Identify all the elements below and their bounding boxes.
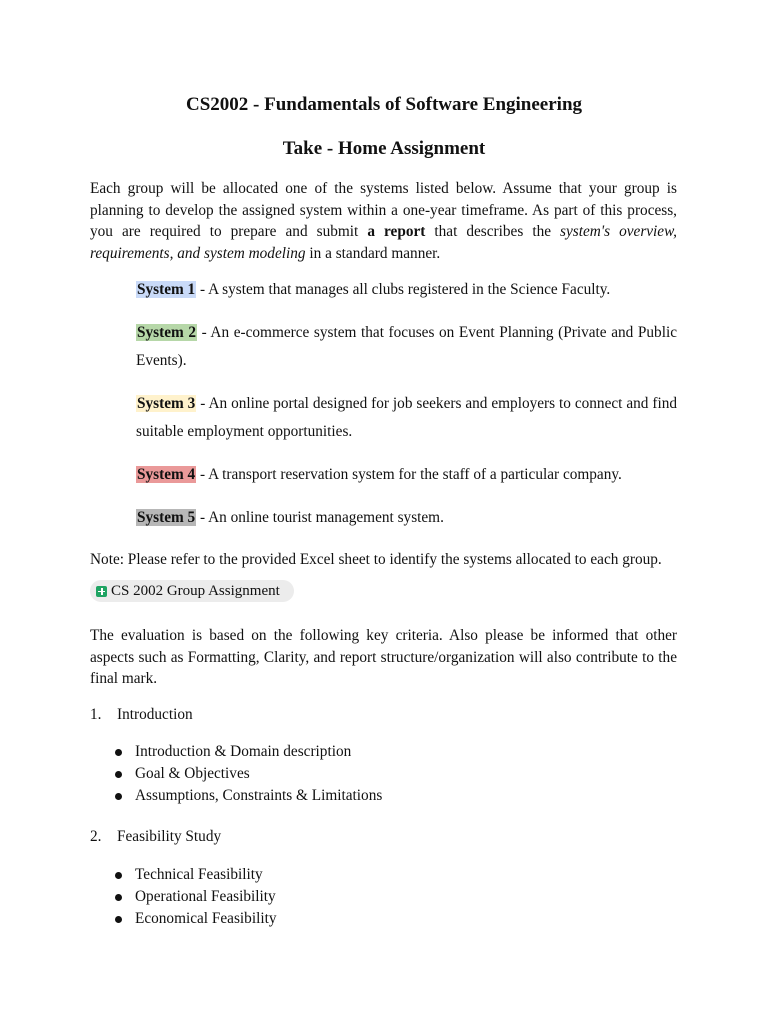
introduction-bullet-list [113, 741, 382, 807]
system-label: System 4 [137, 466, 196, 483]
note-text: Note: Please refer to the provided Excel sheet to identify the systems allocated to each group. [90, 551, 662, 568]
system-description: - A transport reservation system for the staff of a particular company. [196, 466, 622, 483]
group-assignment-link-chip[interactable] [90, 580, 294, 602]
system-description: - An online portal designed for job seekers and employers to connect and find suitable employment opportunities. [136, 395, 678, 440]
system-item-2 [136, 319, 677, 375]
system-description: - An e-commerce system that focuses on Event Planning (Private and Public Events). [136, 324, 677, 369]
list-item: Economical Feasibility [113, 908, 276, 930]
google-sheets-icon [96, 586, 107, 597]
intro-paragraph: Each group will be allocated one of the systems listed below. Assume that your group is planning to develop the assigned system within a one-year timeframe. As part of this process, you are required to prepare and submit a report that describes the system's overview, requirements, and system modeling in a standard manner. [90, 180, 677, 262]
system-label: System 1 [137, 281, 196, 298]
list-item: Assumptions, Constraints & Limitations [113, 785, 382, 807]
feasibility-bullet-list [113, 864, 276, 930]
document-subtitle: Take - Home Assignment [282, 138, 486, 159]
system-item-1 [136, 276, 677, 304]
list-item: Goal & Objectives [113, 763, 382, 785]
list-item: Technical Feasibility [113, 864, 276, 886]
link-chip-label[interactable]: CS 2002 Group Assignment [111, 583, 280, 599]
intro-italic-text: system's overview, requirements, and system modeling [90, 223, 677, 262]
list-item: Operational Feasibility [113, 886, 276, 908]
list-item: Introduction & Domain description [113, 741, 382, 763]
system-item-4 [136, 461, 677, 489]
section-number: 1. [90, 706, 102, 723]
system-description: - An online tourist management system. [196, 509, 444, 526]
section-heading-feasibility [90, 828, 221, 846]
document-title: CS2002 - Fundamentals of Software Engineering [185, 94, 583, 115]
system-item-3 [136, 390, 677, 446]
system-label: System 3 [137, 395, 196, 412]
section-title: Feasibility Study [117, 828, 222, 845]
system-item-5 [136, 504, 677, 532]
section-title: Introduction [117, 706, 193, 723]
section-number: 2. [90, 828, 102, 845]
intro-bold-text: a report [367, 223, 426, 240]
system-label: System 2 [137, 324, 196, 341]
evaluation-paragraph: The evaluation is based on the following key criteria. Also please be informed that other aspects such as Formatting, Clarity, and report structure/organization will also contribute to the final mark. [90, 627, 677, 687]
section-heading-introduction [90, 706, 193, 724]
system-label: System 5 [137, 509, 196, 526]
system-description: - A system that manages all clubs registered in the Science Faculty. [196, 281, 611, 298]
